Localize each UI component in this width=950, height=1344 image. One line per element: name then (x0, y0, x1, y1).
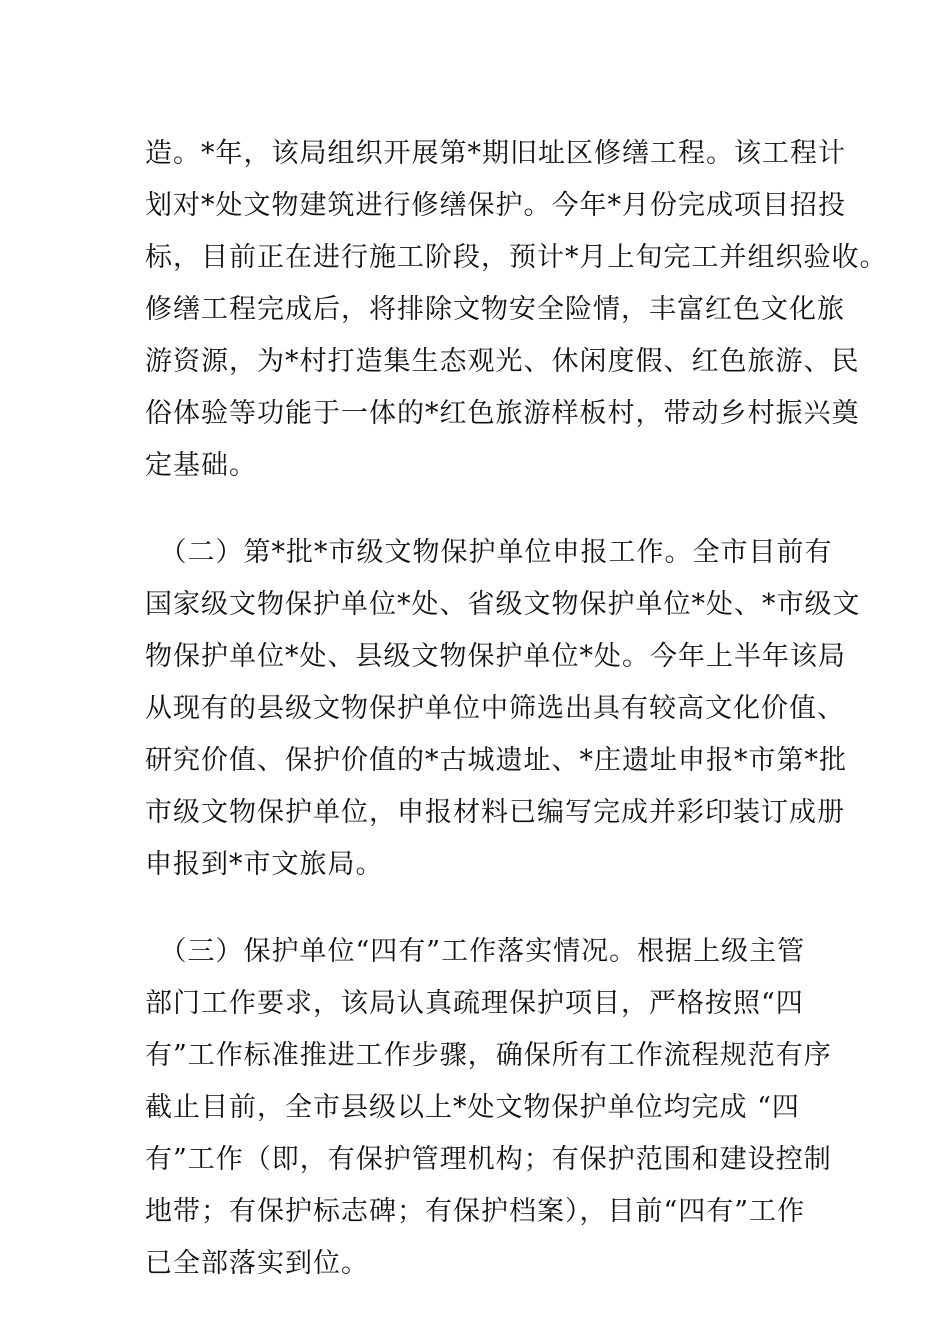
text-line: 俗体验等功能于一体的*红色旅游样板村，带动乡村振兴奠 (145, 398, 860, 429)
text-line: 有”工作（即，有保护管理机构；有保护范围和建设控制 (145, 1144, 832, 1175)
paragraph-restoration-project (145, 128, 888, 492)
text-line: 从现有的县级文物保护单位中筛选出具有较高文化价值、 (145, 693, 845, 724)
text-line: 有”工作标准推进工作步骤，确保所有工作流程规范有序 (145, 1040, 832, 1071)
text-line: 截止目前，全市县级以上*处文物保护单位均完成 “四 (145, 1092, 800, 1123)
text-line: 市级文物保护单位，申报材料已编写完成并彩印装订成册 (145, 797, 845, 828)
text-line: （三）保护单位“四有”工作落实情况。根据上级主管 (145, 936, 806, 967)
paragraph-spacing (145, 492, 825, 527)
text-line: 部门工作要求，该局认真疏理保护项目，严格按照“四 (145, 988, 804, 1019)
text-line: （二）第*批*市级文物保护单位申报工作。全市目前有 (145, 537, 833, 568)
paragraph-spacing (145, 891, 825, 926)
text-line: 造。*年，该局组织开展第*期旧址区修缮工程。该工程计 (145, 138, 846, 169)
text-line: 划对*处文物建筑进行修缮保护。今年*月份完成项目招投 (145, 190, 846, 221)
paragraph-four-haves (145, 926, 832, 1290)
text-line: 定基础。 (145, 450, 257, 481)
text-line: 地带；有保护标志碑；有保护档案），目前“四有”工作 (145, 1196, 806, 1227)
document-body (145, 128, 888, 1290)
paragraph-heritage-application (145, 527, 861, 891)
text-line: 已全部落实到位。 (145, 1248, 369, 1279)
text-line: 申报到*市文旅局。 (145, 849, 384, 880)
text-line: 游资源，为*村打造集生态观光、休闲度假、红色旅游、民 (145, 346, 860, 377)
text-line: 标，目前正在进行施工阶段，预计*月上旬完工并组织验收。 (145, 242, 888, 273)
text-line: 国家级文物保护单位*处、省级文物保护单位*处、*市级文 (145, 589, 861, 620)
text-line: 物保护单位*处、县级文物保护单位*处。今年上半年该局 (145, 641, 846, 672)
text-line: 修缮工程完成后，将排除文物安全险情，丰富红色文化旅 (145, 294, 845, 325)
text-line: 研究价值、保护价值的*古城遗址、*庄遗址申报*市第*批 (145, 745, 847, 776)
